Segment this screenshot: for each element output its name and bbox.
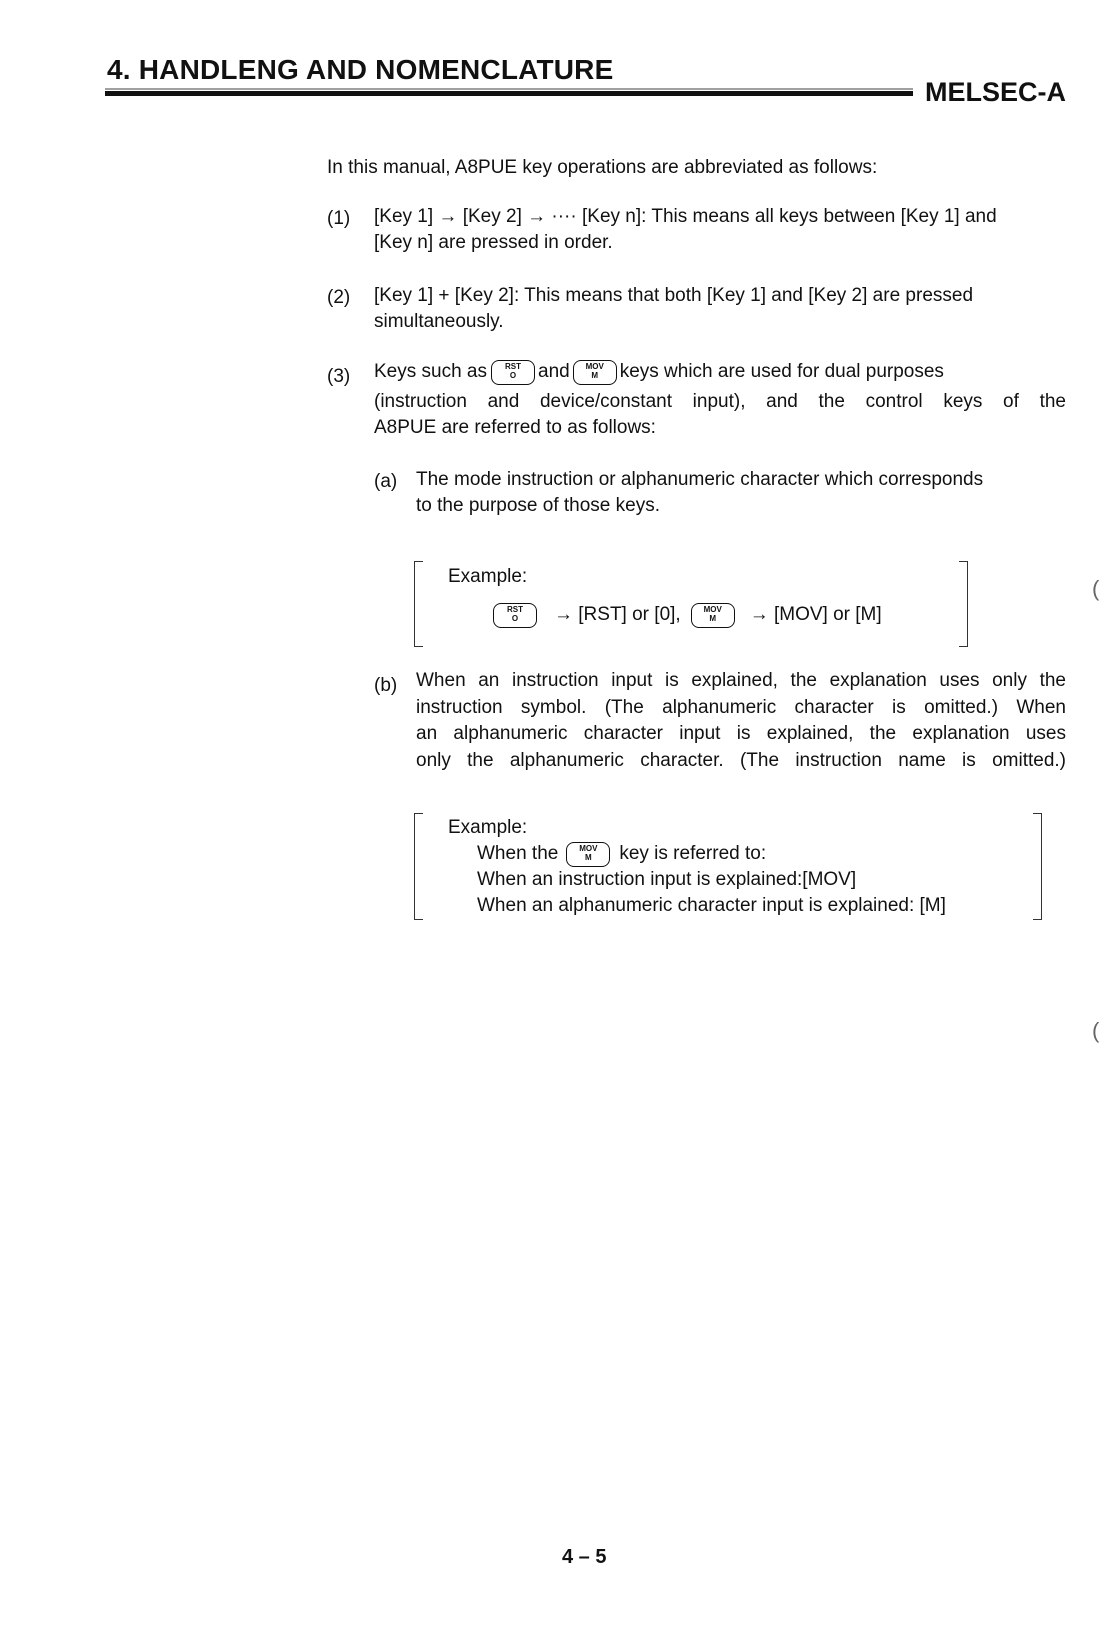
item-1-line-2: [Key n] are pressed in order.	[374, 232, 613, 253]
key-top-label: RST	[507, 604, 523, 614]
key-bottom-label: M	[591, 370, 599, 380]
example-2-left-bracket	[414, 813, 423, 920]
example-1-line	[490, 602, 882, 628]
example-2-line-1	[477, 841, 766, 867]
example-1-left-bracket	[414, 561, 423, 647]
chapter-title: 4. HANDLENG AND NOMENCLATURE	[107, 54, 614, 85]
example-2-referred: key is referred to:	[619, 843, 767, 864]
example-2-line-2: When an instruction input is explained:[MOV]	[477, 869, 857, 890]
item-1-line-1: [Key 1] → [Key 2] → ···· [Key n]: This means all keys between [Key 1] and	[374, 206, 997, 227]
item-number: (1)	[327, 208, 351, 229]
sub-b-label: (b)	[374, 675, 398, 696]
example-2-line-3: When an alphanumeric character input is explained: [M]	[477, 895, 946, 916]
mov-key-icon	[691, 603, 735, 628]
rst-key-icon	[491, 360, 535, 385]
example-2-heading: Example:	[448, 817, 528, 838]
header-rule-thin	[105, 88, 913, 90]
header-rule	[105, 91, 913, 96]
sub-a-label: (a)	[374, 471, 398, 492]
sub-b-line-2: instruction symbol. (The alphanumeric character is omitted.) When	[416, 696, 1066, 718]
example-2-when-the: When the	[477, 843, 559, 864]
example-1-heading: Example:	[448, 566, 528, 587]
mov-key-icon	[573, 360, 617, 385]
key-bottom-label: M	[584, 852, 592, 862]
example-1-arrow-rst: → [RST] or [0],	[554, 604, 681, 625]
key-top-label: MOV	[585, 361, 604, 371]
margin-mark: (	[1092, 1018, 1100, 1043]
item-3-mid: and	[538, 361, 570, 382]
item-3-pre: Keys such as	[374, 361, 487, 382]
key-top-label: MOV	[703, 604, 722, 614]
sub-a-line-1: The mode instruction or alphanumeric character which corresponds	[416, 469, 984, 490]
item-3-line-2: (instruction and device/constant input), and the control keys of the	[374, 391, 1066, 412]
item-3-line-3: A8PUE are referred to as follows:	[374, 417, 656, 438]
item-2-line-2: simultaneously.	[374, 311, 504, 332]
example-1-right-bracket	[959, 561, 968, 647]
sub-b-line-4: only the alphanumeric character. (The instruction name is omitted.)	[416, 749, 1066, 771]
item-number: (2)	[327, 287, 351, 308]
item-3-line-1	[374, 359, 1066, 385]
key-bottom-label: O	[509, 370, 517, 380]
item-number: (3)	[327, 366, 351, 387]
key-top-label: RST	[505, 361, 521, 371]
margin-mark: (	[1092, 576, 1100, 601]
rst-key-icon	[493, 603, 537, 628]
page-number: 4 – 5	[562, 1546, 607, 1568]
sub-b-paragraph	[416, 668, 1066, 774]
example-2-right-bracket	[1033, 813, 1042, 920]
mov-key-icon	[566, 842, 610, 867]
brand-label: MELSEC-A	[925, 77, 1066, 107]
item-3-post: keys which are used for dual purposes	[619, 361, 944, 382]
sub-b-line-1: When an instruction input is explained, the explanation uses only the	[416, 670, 1066, 691]
intro-text: In this manual, A8PUE key operations are abbreviated as follows:	[327, 157, 878, 178]
sub-b-line-3: an alphanumeric character input is explained, the explanation uses	[416, 723, 1066, 744]
key-bottom-label: O	[511, 613, 519, 623]
example-1-arrow-mov: → [MOV] or [M]	[749, 604, 882, 625]
item-2-line-1: [Key 1] + [Key 2]: This means that both [Key 1] and [Key 2] are pressed	[374, 285, 974, 306]
sub-a-line-2: to the purpose of those keys.	[416, 495, 660, 516]
key-top-label: MOV	[579, 843, 598, 853]
key-bottom-label: M	[709, 613, 717, 623]
